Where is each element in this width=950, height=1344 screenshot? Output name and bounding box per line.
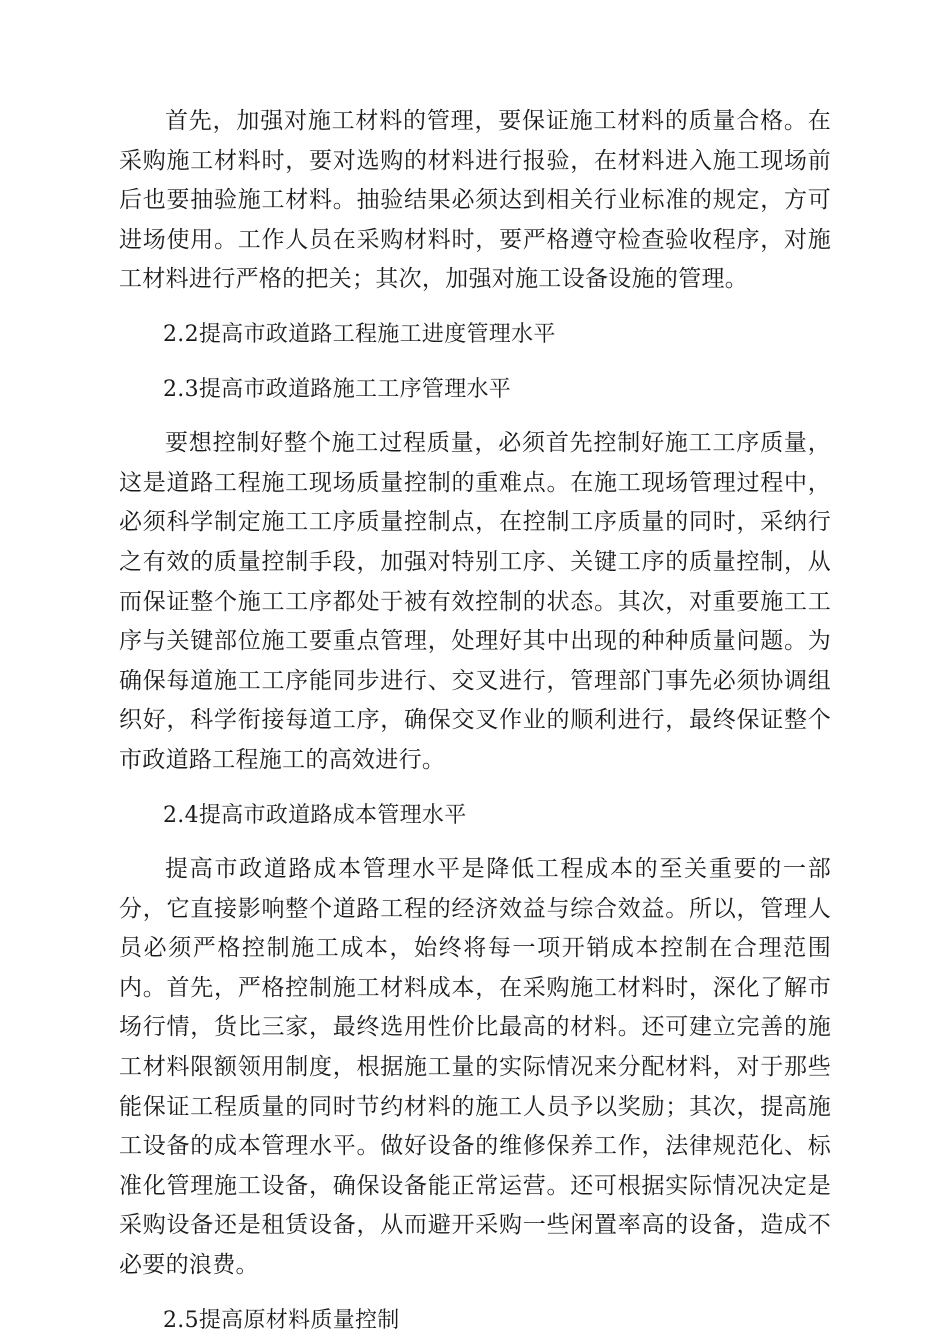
paragraph-material-management: 首先，加强对施工材料的管理，要保证施工材料的质量合格。在采购施工材料时，要对选购的材料进行报验，在材料进入施工现场前后也要抽验施工材料。抽验结果必须达到相关行业标准的规定，方可进场使用。工作人员在采购材料时，要严格遵守检查验收程序，对施工材料进行严格的把关；其次，加强对施工设备设施的管理。 bbox=[119, 108, 831, 293]
section-heading-2-3: 2.3提高市政道路施工工序管理水平 bbox=[163, 376, 512, 402]
spacer bbox=[119, 409, 831, 424]
spacer bbox=[119, 355, 831, 370]
spacer bbox=[119, 1286, 831, 1301]
spacer bbox=[119, 781, 831, 796]
paragraph-process-management: 要想控制好整个施工过程质量，必须首先控制好施工工序质量，这是道路工程施工现场质量控制的重难点。在施工现场管理过程中，必须科学制定施工工序质量控制点，在控制工序质量的同时，采纳行之有效的质量控制手段，加强对特别工序、关键工序的质量控制，从而保证整个施工工序都处于被有效控制的状态。其次，对重要施工工序与关键部位施工要重点管理，处理好其中出现的种种质量问题。为确保每道施工工序能同步进行、交叉进行，管理部门事先必须协调组织好，科学衔接每道工序，确保交叉作业的顺利进行，最终保证整个市政道路工程施工的高效进行。 bbox=[119, 430, 831, 773]
paragraph-cost-management: 提高市政道路成本管理水平是降低工程成本的至关重要的一部分，它直接影响整个道路工程的经济效益与综合效益。所以，管理人员必须严格控制施工成本，始终将每一项开销成本控制在合理范围内。首先，严格控制施工材料成本，在采购施工材料时，深化了解市场行情，货比三家，最终选用性价比最高的材料。还可建立完善的施工材料限额领用制度，根据施工量的实际情况来分配材料，对于那些能保证工程质量的同时节约材料的施工人员予以奖励；其次，提高施工设备的成本管理水平。做好设备的维修保养工作，法律规范化、标准化管理施工设备，确保设备能正常运营。还可根据实际情况决定是采购设备还是租赁设备，从而避开采购一些闲置率高的设备，造成不必要的浪费。 bbox=[119, 856, 831, 1279]
section-heading-2-2: 2.2提高市政道路工程施工进度管理水平 bbox=[163, 321, 556, 347]
spacer bbox=[119, 300, 831, 315]
spacer bbox=[119, 835, 831, 850]
document-page bbox=[119, 102, 831, 1340]
section-heading-2-5: 2.5提高原材料质量控制 bbox=[163, 1307, 400, 1333]
section-heading-2-4: 2.4提高市政道路成本管理水平 bbox=[163, 802, 467, 828]
